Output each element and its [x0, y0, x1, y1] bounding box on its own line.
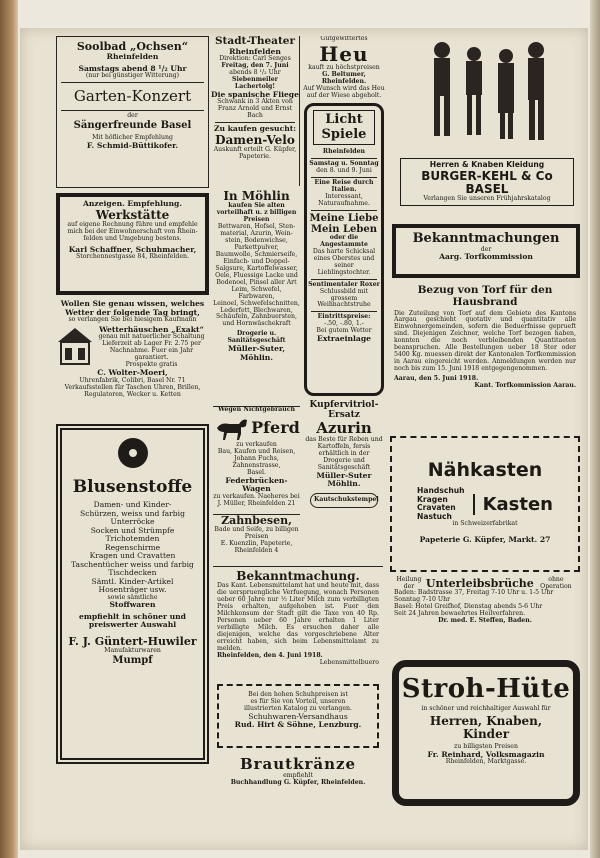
werkstaette-line-1: auf eigene Rechnung führe und empfehle	[67, 220, 198, 228]
blusen-item-1: Damen- und Kinder-	[93, 500, 172, 510]
blusen-item-6: Regenschirme	[104, 542, 161, 552]
soolbad-concert: Garten-Konzert	[73, 87, 192, 106]
schuh-name: Schuhwaren-Versandhaus	[248, 711, 348, 721]
moehlin-line-11: Leinoel, Schwefelschnitten,	[213, 299, 300, 307]
kupfer-stamp-label: Kautschukstempel	[314, 495, 379, 503]
lichtspiele-film3b: Schlussbild mit grossem Weihnachtstruhe	[317, 287, 371, 309]
blusen-item-3: Unterröcke	[110, 517, 155, 527]
werkstaette-owner: Karl Schaffner, Schuhmacher,	[68, 244, 197, 254]
soolbad-date: Samstags abend 8 ¹/₂ Uhr	[78, 63, 187, 73]
pferd-title: Pferd	[251, 418, 300, 438]
theater-line-4: Schwank in 3 Akten von	[217, 98, 293, 106]
theater-line-3: Die spanische Fliege	[211, 89, 299, 99]
moehlin-line-4: stein, Bodenwichse, Parkettpulver,	[225, 237, 288, 252]
blusen-item-2: Schürzen, weiss und farbig	[80, 508, 185, 518]
blusen-item-11: Hosenträger usw.	[98, 585, 167, 595]
moehlin-line-6: Einfach- und Doppel-	[223, 257, 290, 265]
stroh-price: zu billigsten Preisen	[454, 742, 518, 750]
werkstaette-title: Anzeigen. Empfehlung.	[82, 199, 183, 208]
braut-sub: empfiehlt	[283, 771, 313, 779]
heil-line-4: Seit 24 Jahren bewaehrtes Heilverfahren.	[394, 609, 526, 617]
herren-title: Herren & Knaben Kleidung	[429, 160, 545, 169]
heil-line-3: Basel: Hotel Greifhof, Dienstag abends 5-6 Uhr	[394, 602, 543, 610]
lichtspiele-prices: -.50, -.80, 1.-	[324, 320, 364, 328]
heu-top: Gutgewittertes	[320, 36, 368, 42]
theater-item: Damen-Velo	[215, 132, 295, 147]
braut-title: Brautkränze	[239, 755, 357, 773]
kupfer-stamp	[310, 493, 378, 508]
moehlin-line-3: material, Azurin, Wein-	[220, 230, 293, 238]
weather-house-icon	[56, 326, 94, 366]
pferd-sub: zu verkaufen	[236, 440, 277, 448]
pferd-cart2: zu verkaufen. Naeheres bei	[213, 492, 300, 500]
bekannt1-office: Lebensmittelbuero	[319, 658, 379, 666]
ad-lichtspiele	[304, 103, 384, 396]
book-binding	[0, 0, 18, 858]
moehlin-owner: Müller-Suter,	[227, 344, 286, 354]
ad-theater	[211, 36, 300, 186]
pferd-cart3: J. Müller, Rheinfelden 21	[217, 499, 296, 507]
ad-zahnbesen	[213, 514, 300, 562]
ad-torf-header	[392, 224, 580, 278]
torf2-title: Bezug von Torf für den Hausbrand	[417, 284, 553, 308]
theater-place: Rheinfelden	[229, 46, 281, 56]
stroh-who: Herren, Knaben, Kinder	[429, 714, 543, 742]
heu-title: Heu	[319, 41, 369, 66]
werkstaette-line-3: felden und Umgebung bestens.	[83, 234, 182, 242]
theater-title: Stadt-Theater	[214, 36, 296, 47]
soolbad-owner: F. Schmid-Büttikofer.	[86, 141, 179, 151]
moehlin-shop: Drogerie u. Sanitätsgeschäft	[227, 330, 286, 345]
zahnbesen-line-3: Rheinfelden 4	[234, 547, 279, 555]
lichtspiele-film2b: oder die Angestammte	[320, 234, 368, 248]
pferd-cart: Federbrücken-Wagen	[225, 475, 288, 494]
lichtspiele-place: Rheinfelden	[322, 148, 366, 156]
soolbad-place: Rheinfelden	[106, 52, 159, 62]
wetter-line-3: Nachnahme. Fuer ein Jahr garantiert.	[109, 347, 194, 362]
ad-stroh-huete	[392, 660, 580, 806]
zahnbesen-line-1: Bade und Seife, zu billigen Preisen	[214, 526, 299, 541]
wetter-line-1: genau mit natuerlicher Schaltung	[98, 333, 205, 341]
pferd-line-1: Bau, Kaufen und Reisen,	[217, 447, 296, 455]
kupfer-place: Möhlin.	[327, 479, 361, 489]
blusen-item-13: Stoffwaren	[109, 600, 156, 610]
heu-line-3: Auf Wunsch wird das Heu	[303, 85, 385, 93]
stroh-place: Rheinfelden, Marktgasse.	[445, 758, 527, 766]
soolbad-by: der	[127, 112, 138, 120]
wetter-sub: so verlangen Sie bei hiesigem Kaufmann	[68, 316, 197, 323]
ad-pferd	[213, 406, 300, 510]
soolbad-title: Soolbad „Ochsen“	[76, 40, 189, 53]
moehlin-line-7: Salgsure, Kartoffelwasser,	[215, 264, 298, 272]
werkstaette-addr: Storchennestgasse 84, Rheinfelden.	[75, 253, 190, 261]
ad-bekanntmachung	[213, 566, 383, 682]
blusen-place: Mumpf	[112, 655, 153, 667]
blusen-owner: F. J. Güntert-Huwiler	[68, 634, 197, 648]
soolbad-note: (nur bei günstiger Witterung)	[85, 72, 180, 80]
kupfer-owner: Müller-Suter	[316, 470, 372, 480]
theater-date: Freitag, den 7. Juni	[221, 62, 289, 70]
blusen-item-10: Sämtl. Kinder-Artikel	[91, 576, 174, 586]
ad-torf-body	[390, 282, 580, 432]
theater-line-1: abends 8 ¹/₂ Uhr	[229, 69, 281, 77]
lichtspiele-film1: Eine Reise durch Italien.	[314, 178, 374, 193]
boys-illustration	[412, 36, 562, 154]
blusen-reco: empfiehlt in schöner und preiswerter Auswahl	[79, 611, 186, 630]
ad-wetter	[56, 300, 209, 420]
schuh-line-3: illustrierten Katalog zu verlangen.	[244, 704, 352, 712]
pferd-line-3: Basel.	[246, 468, 267, 476]
moehlin-line-9: Bodenoel, Pinsel aller Art	[216, 278, 297, 286]
moehlin-line-5: Baumwolle, Schmierseife,	[215, 251, 298, 258]
ad-unterleibsbrueche	[390, 576, 580, 656]
herren-place: BASEL	[465, 181, 509, 196]
wetter-seller: C. Wolter-Moeri,	[97, 368, 168, 378]
ad-herren-knaben	[394, 36, 580, 218]
lichtspiele-film2c: Das harte Schicksal eines Oberstes und seiner Lieblingstochter.	[312, 247, 376, 276]
schuh-owner: Rud. Hirt & Söhne, Lenzburg.	[234, 720, 362, 730]
heil-right: ohne Operation	[540, 576, 572, 590]
lichtspiele-film1b: Interessant, Naturaufnahme.	[318, 192, 370, 207]
moehlin-line-8: Oele, Fluessige Lacke und	[215, 271, 298, 279]
ad-werkstaette	[56, 193, 209, 295]
heil-line-1: Baden: Badstrasse 37, Freitag 7-10 Uhr u. 1-5 Uhr	[394, 589, 554, 596]
blusen-title: Blusenstoffe	[72, 477, 193, 497]
blusen-item-5: Trichotemden	[105, 534, 160, 544]
ad-kupfer	[304, 400, 384, 540]
zahnbesen-title: Zahnbesen,	[221, 514, 292, 527]
naeh-item-4: Nastuch	[417, 511, 452, 521]
moehlin-line-13: Schäufeln, Zahnbuersten,	[215, 313, 297, 321]
torf1-office: Aarg. Torfkommission	[439, 252, 533, 262]
wetter-line-4: Prospekte gratis	[125, 361, 178, 369]
moehlin-line-14: und Hornwäschekraft	[222, 320, 291, 328]
spool-icon	[116, 436, 150, 470]
heil-line-2: Sonntag 7-10 Uhr	[394, 595, 451, 603]
bekannt1-title: Bekanntmachung.	[236, 569, 360, 583]
schuh-line-1: Bei den hohen Schuhpreisen ist	[248, 691, 348, 698]
soolbad-club: Sängerfreunde Basel	[73, 119, 192, 131]
ad-schuhwaren	[217, 684, 379, 748]
schuh-line-2: es für Sie von Vorteil, unseren	[250, 697, 346, 705]
werkstaette-line-2: mich bei der Einwohnerschaft von Rhein-	[67, 227, 198, 235]
heil-left: Heilung der	[396, 576, 422, 590]
herren-sub: Verlangen Sie unseren Frühjahrskatalog	[423, 195, 551, 203]
moehlin-title: In Möhlin	[223, 190, 290, 203]
wetter-line-2: Lieferzeit ab Lager Fr. 2.75 per	[102, 340, 201, 348]
heil-doc: Dr. med. E. Steffen, Baden.	[438, 616, 532, 624]
lichtspiele-extra: Bei gutem Wetter	[316, 327, 372, 335]
kupfer-line-3: Sanitätsgeschäft	[317, 463, 371, 471]
blusen-item-12: sowie sämtliche	[107, 593, 158, 601]
lichtspiele-times: den 8. und 9. Juni	[316, 166, 372, 174]
moehlin-line-2: Bettwaren, Hofsel, Sten-	[217, 223, 296, 231]
moehlin-line-1: kaufen Sie alten vorteilhaft u. z billigen Preisen	[216, 202, 297, 224]
torf2-sign: Aarau, den 5. Juni 1918.	[394, 374, 479, 382]
heil-title: Unterleibsbrüche	[425, 576, 534, 590]
braut-shop: Buchhandlung G. Küpfer, Rheinfelden.	[230, 778, 366, 786]
theater-note: Auskunft erteilt G. Küpfer, Papeterie.	[213, 146, 297, 161]
theater-line-2: Siebenmeiler Lachertolg!	[232, 76, 278, 90]
ad-blusenstoffe	[56, 424, 209, 764]
blusen-item-9: Tischdecken	[108, 568, 157, 578]
naeh-right: Kasten	[482, 493, 553, 515]
heu-line-2: G. Beltumer, Rheinfelden.	[321, 71, 367, 86]
zahnbesen-line-2: E. Kuenzlin, Papeterie,	[220, 540, 293, 548]
ad-moehlin	[213, 190, 300, 402]
herren-label-box	[400, 158, 574, 206]
wetter-foot: Verkaufsstellen für Taschen Uhren, Brillen, Regulatoren, Wecker u. Ketten	[64, 383, 201, 398]
ad-brautkraenze	[213, 752, 383, 802]
lichtspiele-film2: Meine Liebe Mein Leben	[309, 212, 379, 235]
bekannt1-sign: Rheinfelden, den 4. Juni 1918.	[217, 651, 323, 659]
blusen-item-7: Kragen und Cravatten	[89, 551, 176, 561]
wetter-addr: Uhrenfabrik, Colibri, Basel Nr. 71	[79, 376, 186, 384]
torf1-sub: der	[480, 245, 492, 253]
lichtspiele-extrab: Extraeinlage	[317, 334, 371, 344]
horse-icon	[213, 414, 251, 442]
blusen-item-4: Socken und Strümpfe	[90, 525, 175, 535]
naeh-sub: in Schweizerfabrikat	[452, 520, 518, 528]
heu-line-4: auf der Wiese abgeholt.	[306, 92, 382, 100]
stroh-owner: Fr. Reinhard, Volksmagazin	[427, 749, 545, 759]
newspaper-sheet	[20, 28, 588, 850]
wetter-product: Wetterhäuschen „Exakt“	[99, 324, 204, 334]
naeh-item-1: Handschuh	[417, 486, 465, 496]
ad-heu	[303, 36, 385, 100]
lichtspiele-price: Eintrittspreise:	[317, 313, 371, 321]
bekannt1-body: Das Kant. Lebensmittelamt hat und heute mit, dass die uerspruengliche Verfuegung, wonach Personen ueber 60 Jahre nur ½ Liter Milch zum verbilligten Preis erhalten, aufgehoben ist. Fuer den Milchkonsum der Stadt gilt die Taxe von 40 Rp. Personen ueber 60 Jahre erhalten 1 Liter verbilligte Milch. Es ersuchen daher alle diejenigen, welche das vorgeschriebene Alter erreicht haben, sich beim Lebensmittelamt zu melden.	[217, 582, 379, 652]
ad-soolbad	[56, 36, 209, 188]
lichtspiele-title: Licht Spiele	[321, 112, 367, 142]
theater-sale: Zu kaufen gesucht:	[213, 124, 297, 134]
kupfer-line-1: das Beste für Reben und	[305, 435, 383, 443]
torf2-body: Die Zuteilung von Torf auf dem Gebiete des Kantons Aargau geschieht quotativ und quantitativ alle Einwohnergemeinden, sofern die Beduerfnisse geprueft sind. Diejenigen Zeichner, welche Torf bezogen haben, konnten die noch verbleibenden Quantitaeten beanspruchen. Alle Bestellungen ueber 18 Ster oder 5400 Kg. muessen direkt der Kantonalen Torfkommission in Aarau eingereicht werden. Anmeldungen werden nur noch bis zum 15. Juni 1918 entgegengenommen.	[394, 309, 576, 372]
blusen-trade: Manufakturwaren	[104, 647, 161, 655]
pferd-head: Wegen Nichtgebrauch	[217, 406, 296, 413]
naeh-item-3: Cravaten	[417, 503, 456, 513]
herren-name: BURGER-KEHL & Co	[421, 168, 553, 183]
lichtspiele-date: Samstag u. Sonntag	[309, 160, 379, 168]
werkstaette-name: Werkstätte	[95, 207, 170, 222]
blusen-item-8: Taschentücher weiss und farbig	[71, 559, 194, 569]
stroh-title: Stroh-Hüte	[401, 674, 571, 704]
moehlin-place: Möhlin.	[240, 352, 273, 362]
kupfer-name: Azurin	[316, 419, 372, 438]
page-edge	[590, 0, 600, 858]
torf2-office: Kant. Torfkommission Aarau.	[474, 381, 576, 389]
lichtspiele-film3: Sentimentaler Roxer	[308, 280, 380, 288]
ad-naehkasten	[390, 436, 580, 572]
heu-line-1: kauft zu höchstpreisen	[308, 64, 380, 72]
lichtspiele-title-box	[313, 110, 375, 145]
naeh-title: Nähkasten	[427, 459, 543, 481]
naeh-shop: Papeterie G. Küpfer, Markt. 27	[419, 535, 551, 545]
soolbad-reco: Mit höflicher Empfehlung	[92, 134, 173, 142]
moehlin-line-10: Leim, Schwefel, Farbwaren,	[231, 285, 282, 300]
naeh-item-2: Kragen	[417, 494, 448, 504]
stroh-sub: in schöner und reichhaltiger Auswahl für	[421, 705, 551, 713]
kupfer-title: Kupfervitriol-Ersatz	[309, 400, 379, 421]
moehlin-line-12: Lederfett, Blechwaren,	[220, 306, 293, 314]
kupfer-line-2: Kartoffeln, fersís erhältlich in der Drogerie und	[317, 442, 371, 464]
theater-direction: Direktion: Carl Senges	[219, 55, 291, 63]
wetter-head: Wollen Sie genau wissen, welches Wetter der folgende Tag bringt,	[60, 300, 205, 317]
theater-line-5: Franz Arnold und Ernst Bach	[217, 105, 293, 120]
torf1-title: Bekanntmachungen	[412, 231, 560, 246]
pferd-line-2: Johann Fuchs, Zahnenstrasse,	[232, 454, 281, 469]
